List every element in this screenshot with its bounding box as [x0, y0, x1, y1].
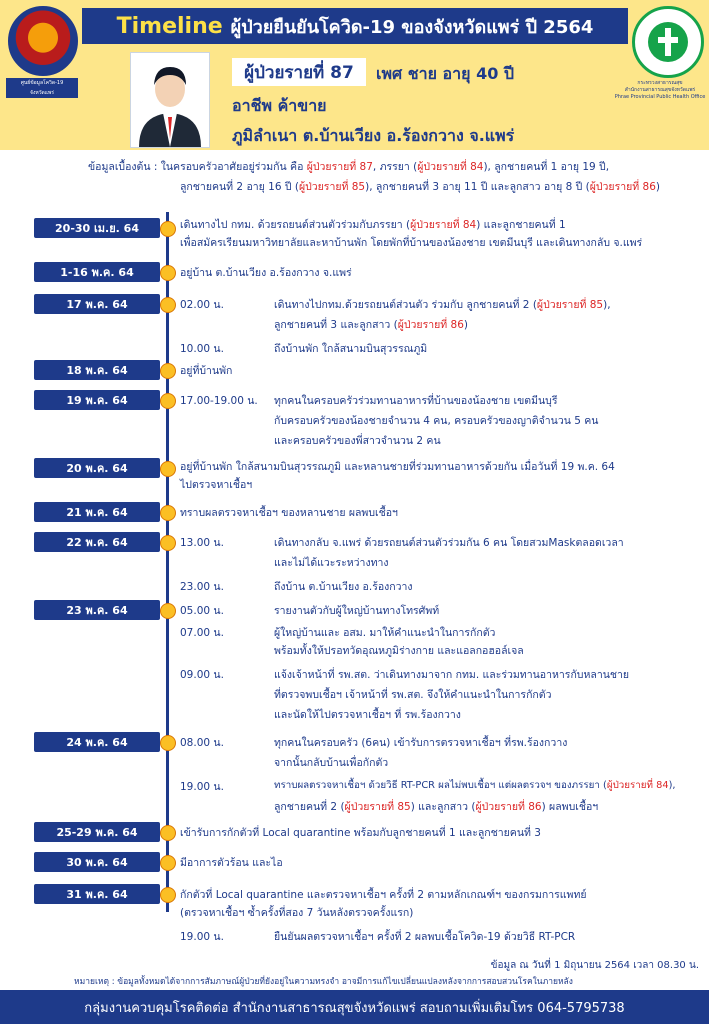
- event-line: อยู่บ้าน ต.บ้านเวียง อ.ร้องกวาง จ.แพร่: [180, 267, 352, 279]
- event-time: 17.00-19.00 น.: [180, 395, 258, 407]
- event-time: 09.00 น.: [180, 669, 224, 681]
- timeline-dot: [160, 855, 176, 871]
- date-pill: 30 พ.ค. 64: [34, 852, 160, 872]
- date-pill: 31 พ.ค. 64: [34, 884, 160, 904]
- event-line: รายงานตัวกับผู้ใหญ่บ้านทางโทรศัพท์: [274, 605, 440, 617]
- date-pill: 21 พ.ค. 64: [34, 502, 160, 522]
- footer-contact: กลุ่มงานควบคุมโรคติดต่อ สำนักงานสาธารณสุขจังหวัดแพร่ สอบถามเพิ่มเติมโทร 064-5795738: [0, 990, 709, 1024]
- event-line: กักตัวที่ Local quarantine และตรวจหาเชื้อฯ ครั้งที่ 2 ตามหลักเกณฑ์ฯ ของกรมการแพทย์: [180, 889, 587, 901]
- patient-sex-age: เพศ ชาย อายุ 40 ปี: [376, 64, 515, 83]
- left-logo-caption: [6, 78, 78, 98]
- date-pill: 1-16 พ.ค. 64: [34, 262, 160, 282]
- background-info: [0, 150, 709, 200]
- event-line: เดินทางไป กทม. ด้วยรถยนต์ส่วนตัวร่วมกับภรรยา (ผู้ป่วยรายที่ 84) และลูกชายคนที่ 1: [180, 219, 566, 231]
- event-line: ลูกชายคนที่ 3 และลูกสาว (ผู้ป่วยรายที่ 86): [274, 319, 469, 331]
- title-th: ผู้ป่วยยืนยันโควิด-19 ของจังหวัดแพร่ ปี 2564: [230, 16, 594, 38]
- footnote: หมายเหตุ : ข้อมูลทั้งหมดได้จากการสัมภาษณ์ผู้ป่วยที่ยังอยู่ในความทรงจำ อาจมีการแก้ไขเปลี่ยนแปลงหลังจากการสอบสวนโรคในภายหลัง: [74, 977, 573, 987]
- date-pill: 19 พ.ค. 64: [34, 390, 160, 410]
- timeline-dot: [160, 535, 176, 551]
- event-time: 19.00 น.: [180, 931, 224, 943]
- date-pill: 24 พ.ค. 64: [34, 732, 160, 752]
- timeline-dot: [160, 505, 176, 521]
- event-time: 02.00 น.: [180, 299, 224, 311]
- event-line: ทุกคนในครอบครัว (6คน) เข้ารับการตรวจหาเชื้อฯ ที่รพ.ร้องกวาง: [274, 737, 568, 749]
- date-pill: 18 พ.ค. 64: [34, 360, 160, 380]
- patient-avatar: [130, 52, 210, 148]
- date-pill: 25-29 พ.ค. 64: [34, 822, 160, 842]
- province-seal-icon: [8, 6, 78, 76]
- date-pill: 20-30 เม.ย. 64: [34, 218, 160, 238]
- timeline-dot: [160, 393, 176, 409]
- timeline: [0, 200, 709, 958]
- event-line: จากนั้นกลับบ้านเพื่อกักตัว: [274, 757, 389, 769]
- timeline-dot: [160, 735, 176, 751]
- event-line: ยืนยันผลตรวจหาเชื้อฯ ครั้งที่ 2 ผลพบเชื้อโควิด-19 ด้วยวิธี RT-PCR: [274, 931, 576, 943]
- header: [0, 0, 709, 150]
- event-line: มีอาการตัวร้อน และไอ: [180, 857, 283, 869]
- event-line: และครอบครัวของพี่สาวจำนวน 2 คน: [274, 435, 441, 447]
- event-line: ที่ตรวจพบเชื้อฯ เจ้าหน้าที่ รพ.สต. จึงให้คำแนะนำในการกักตัว: [274, 689, 552, 701]
- event-line: แจ้งเจ้าหน้าที่ รพ.สต. ว่าเดินทางมาจาก กทม. และร่วมทานอาหารกับหลานชาย: [274, 669, 630, 681]
- page-title: [82, 8, 628, 44]
- event-time: 13.00 น.: [180, 537, 224, 549]
- timeline-dot: [160, 461, 176, 477]
- person-icon: [131, 53, 209, 147]
- event-time: 05.00 น.: [180, 605, 224, 617]
- event-line: เข้ารับการกักตัวที่ Local quarantine พร้อมกับลูกชายคนที่ 1 และลูกชายคนที่ 3: [180, 827, 541, 839]
- timeline-dot: [160, 603, 176, 619]
- event-line: ถึงบ้าน ต.บ้านเวียง อ.ร้องกวาง: [274, 581, 413, 593]
- right-logo-caption: [612, 80, 708, 101]
- ministry-emblem-icon: [646, 20, 690, 64]
- timeline-dot: [160, 221, 176, 237]
- event-time: 07.00 น.: [180, 627, 224, 639]
- event-line: ลูกชายคนที่ 2 (ผู้ป่วยรายที่ 85) และลูกสาว (ผู้ป่วยรายที่ 86) ผลพบเชื้อฯ: [274, 801, 599, 813]
- timeline-axis: [166, 212, 169, 912]
- event-line: พร้อมทั้งให้ปรอทวัดอุณหภูมิร่างกาย และแอลกอฮอล์เจล: [274, 645, 524, 657]
- patient-hometown: ภูมิลำเนา ต.บ้านเวียง อ.ร้องกวาง จ.แพร่: [232, 126, 515, 145]
- event-line: เพื่อสมัครเรียนมหาวิทยาลัยและหาบ้านพัก โดยพักที่บ้านของน้องชาย เขตมีนบุรี และเดินทางกลับ จ.แพร่: [180, 237, 643, 249]
- event-line: อยู่ที่บ้านพัก: [180, 365, 233, 377]
- event-line: ถึงบ้านพัก ใกล้สนามบินสุวรรณภูมิ: [274, 343, 428, 355]
- event-time: 19.00 น.: [180, 781, 224, 793]
- date-pill: 17 พ.ค. 64: [34, 294, 160, 314]
- event-time: 23.00 น.: [180, 581, 224, 593]
- right-logo-caption-1: สำนักงานสาธารณสุขจังหวัดแพร่: [624, 87, 696, 93]
- event-line: ผู้ใหญ่บ้านและ อสม. มาให้คำแนะนำในการกักตัว: [274, 627, 496, 639]
- background-line-2: ลูกชายคนที่ 2 อายุ 16 ปี (ผู้ป่วยรายที่ 85), ลูกชายคนที่ 3 อายุ 11 ปี และลูกสาว อายุ 8 ปี (ผู้ป่วยรายที่ 86): [180, 181, 661, 193]
- event-line: และนัดให้ไปตรวจหาเชื้อฯ ที่ รพ.ร้องกวาง: [274, 709, 461, 721]
- patient-id: ผู้ป่วยรายที่ 87: [232, 58, 366, 86]
- event-line: ทุกคนในครอบครัวร่วมทานอาหารที่บ้านของน้องชาย เขตมีนบุรี: [274, 395, 558, 407]
- event-time: 10.00 น.: [180, 343, 224, 355]
- date-pill: 20 พ.ค. 64: [34, 458, 160, 478]
- timeline-dot: [160, 825, 176, 841]
- event-line: และไม่ได้แวะระหว่างทาง: [274, 557, 389, 569]
- ministry-logo-icon: [632, 6, 704, 78]
- timeline-dot: [160, 887, 176, 903]
- right-logo-text: กระทรวงสาธารณสุข: [637, 80, 683, 86]
- date-pill: 23 พ.ค. 64: [34, 600, 160, 620]
- event-line: เดินทางไปกทม.ด้วยรถยนต์ส่วนตัว ร่วมกับ ลูกชายคนที่ 2 (ผู้ป่วยรายที่ 85),: [274, 299, 611, 311]
- background-line-1: ข้อมูลเบื้องต้น : ในครอบครัวอาศัยอยู่ร่วมกัน คือ ผู้ป่วยรายที่ 87, ภรรยา (ผู้ป่วยรายที่ 84), ลูกชายคนที่ 1 อายุ 19 ปี,: [88, 161, 610, 173]
- event-line: เดินทางกลับ จ.แพร่ ด้วยรถยนต์ส่วนตัวร่วมกัน 6 คน โดยสวมMaskตลอดเวลา: [274, 537, 624, 549]
- patient-occupation: อาชีพ ค้าขาย: [232, 96, 327, 115]
- right-logo-caption-2: Phrae Provincial Public Health Office: [614, 94, 706, 100]
- event-line: กับครอบครัวของน้องชายจำนวน 4 คน, ครอบครัวของญาติจำนวน 5 คน: [274, 415, 599, 427]
- event-line: อยู่ที่บ้านพัก ใกล้สนามบินสุวรรณภูมิ และหลานชายที่ร่วมทานอาหารด้วยกัน เมื่อวันที่ 19 พ.ค. 64: [180, 461, 615, 473]
- timeline-dot: [160, 265, 176, 281]
- date-pill: 22 พ.ค. 64: [34, 532, 160, 552]
- event-line: ทราบผลตรวจหาเชื้อฯ ด้วยวิธี RT-PCR ผลไม่พบเชื้อฯ แต่ผลตรวจฯ ของภรรยา (ผู้ป่วยรายที่ 84),: [274, 780, 676, 791]
- timeline-dot: [160, 297, 176, 313]
- timeline-dot: [160, 363, 176, 379]
- title-en: Timeline: [116, 13, 223, 39]
- as-of-date: ข้อมูล ณ วันที่ 1 มิถุนายน 2564 เวลา 08.30 น.: [490, 960, 699, 971]
- left-logo-caption-2: จังหวัดแพร่: [30, 90, 54, 96]
- event-time: 08.00 น.: [180, 737, 224, 749]
- event-line: ทราบผลตรวจหาเชื้อฯ ของหลานชาย ผลพบเชื้อฯ: [180, 507, 398, 519]
- event-line: (ตรวจหาเชื้อฯ ซ้ำครั้งที่สอง 7 วันหลังตรวจครั้งแรก): [180, 907, 414, 919]
- left-logo-caption-1: ศูนย์ข้อมูลโควิด-19: [20, 80, 64, 86]
- event-line: ไปตรวจหาเชื้อฯ: [180, 479, 253, 491]
